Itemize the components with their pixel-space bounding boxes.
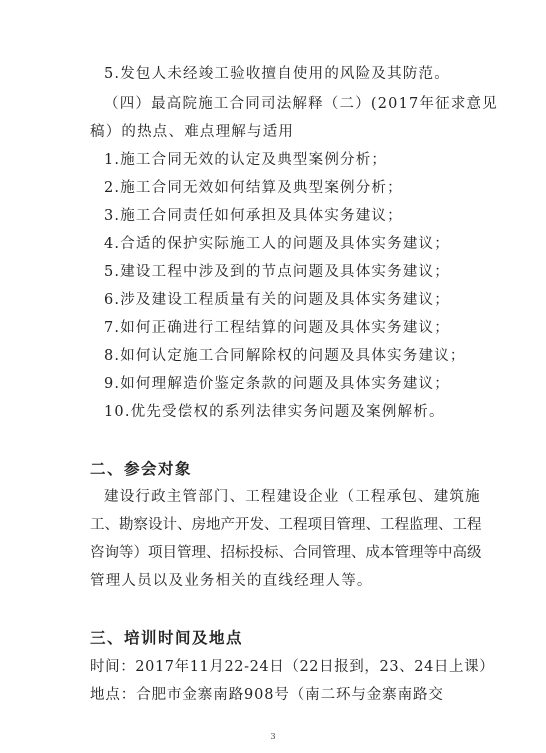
list-item: 6.涉及建设工程质量有关的问题及具体实务建议； bbox=[104, 292, 450, 308]
page-number: 3 bbox=[270, 732, 276, 741]
section-intro-item: 5.发包人未经竣工验收擅自使用的风险及其防范。 bbox=[104, 66, 450, 82]
list-item: 7.如何正确进行工程结算的问题及具体实务建议； bbox=[104, 320, 450, 336]
paragraph-line: 管理人员以及业务相关的直线经理人等。 bbox=[90, 573, 373, 589]
list-item: 5.建设工程中涉及到的节点问题及具体实务建议； bbox=[104, 264, 450, 280]
training-place: 地点：合肥市金寨南路908号（南二环与金寨南路交 bbox=[90, 687, 444, 703]
list-item: 2.施工合同无效如何结算及典型案例分析； bbox=[104, 180, 403, 196]
list-item: 1.施工合同无效的认定及典型案例分析； bbox=[104, 152, 388, 168]
subsection-title-line1: （四）最高院施工合同司法解释（二）(2017年征求意见 bbox=[104, 96, 498, 112]
subsection-title-line2: 稿）的热点、难点理解与适用 bbox=[90, 124, 295, 140]
list-item: 9.如何理解造价鉴定条款的问题及具体实务建议； bbox=[104, 376, 450, 392]
list-item: 8.如何认定施工合同解除权的问题及具体实务建议； bbox=[104, 348, 466, 364]
paragraph-line: 建设行政主管部门、工程建设企业（工程承包、建筑施 bbox=[104, 489, 481, 505]
list-item: 10.优先受偿权的系列法律实务问题及案例解析。 bbox=[104, 404, 445, 420]
list-item: 3.施工合同责任如何承担及具体实务建议； bbox=[104, 208, 403, 224]
section-heading-participants: 二、参会对象 bbox=[90, 460, 193, 478]
list-item: 4.合适的保护实际施工人的问题及具体实务建议； bbox=[104, 236, 450, 252]
paragraph-line: 工 、 勘 察 设 计 、 房 地 产 开 发 、 工 程 项 目 管 理 、 工 程 监 理 、 工 程 bbox=[90, 517, 482, 533]
paragraph-line: 咨 询 等 ） 项 目 管 理 、 招 标 投 标 、 合 同 管 理 、 成 本 管 理 等 中 高 级 bbox=[90, 545, 482, 561]
section-heading-time-place: 三、培训时间及地点 bbox=[90, 629, 244, 647]
training-time: 时间：2017年11月22-24日（22日报到，23、24日上课） bbox=[90, 659, 495, 675]
